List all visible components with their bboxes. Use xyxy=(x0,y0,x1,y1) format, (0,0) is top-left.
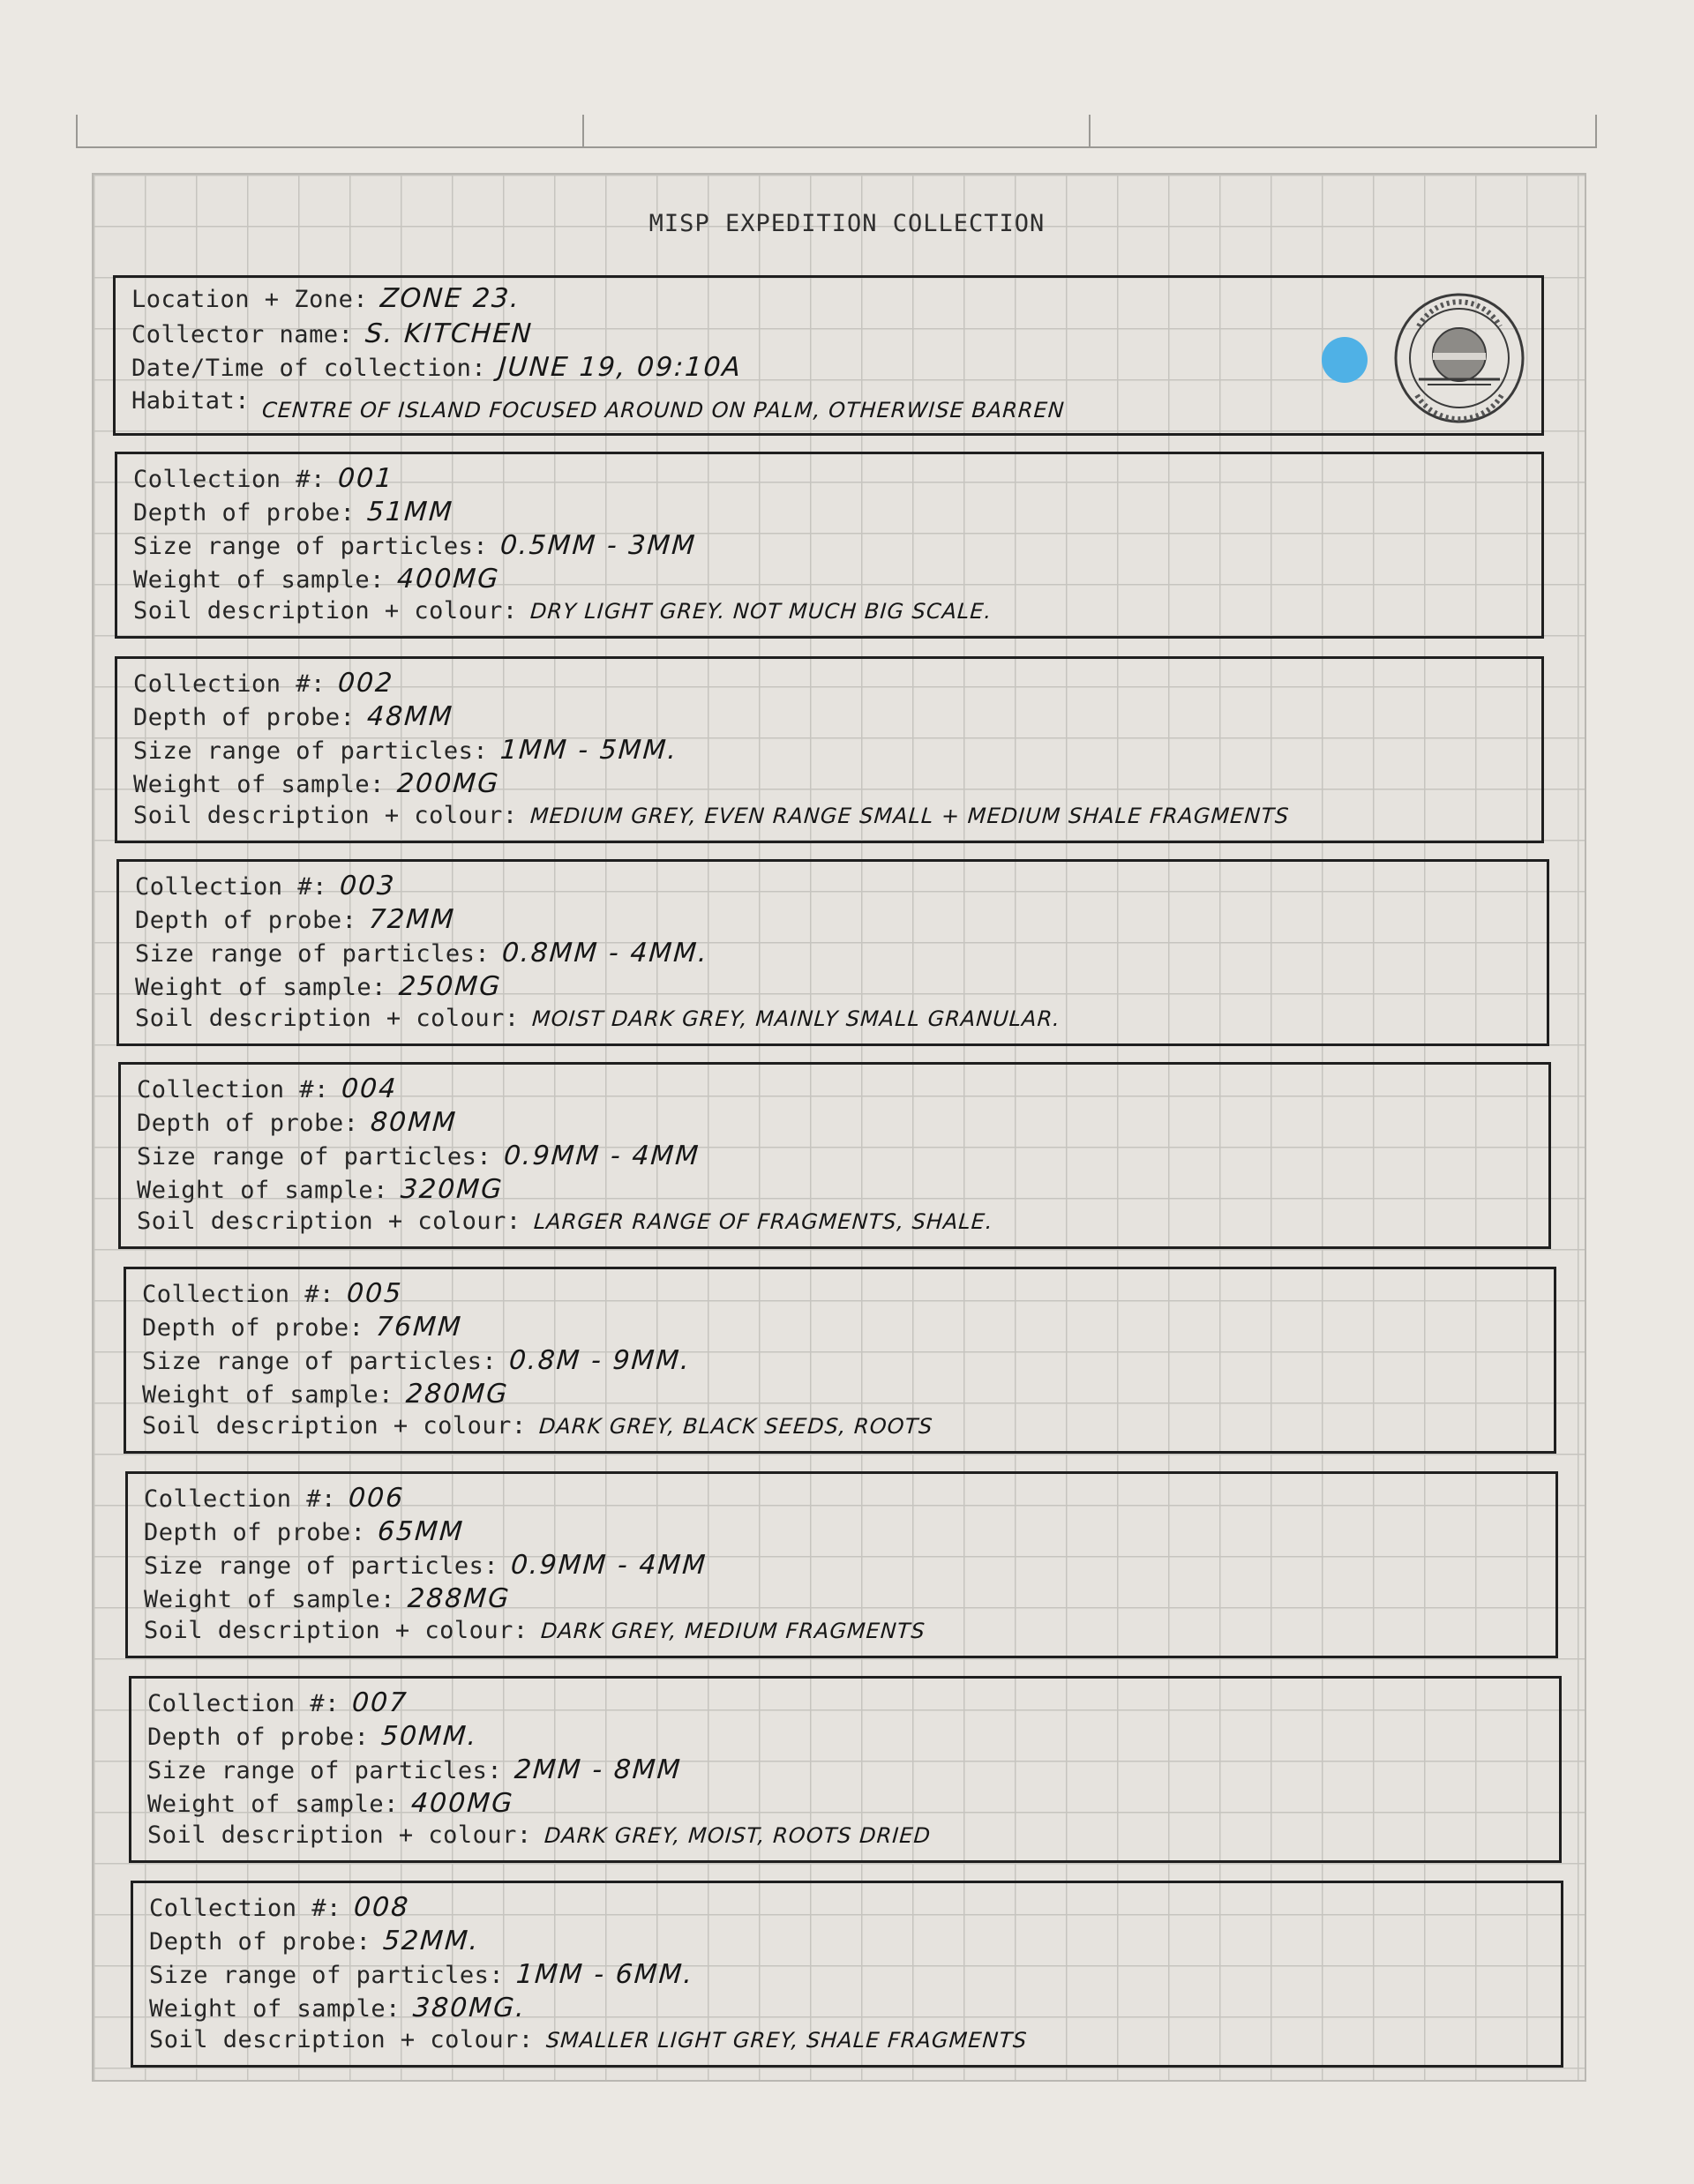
size-range-value: 0.9MM - 4MM xyxy=(502,1141,701,1171)
collection-number-row xyxy=(133,463,394,494)
soil-description-row xyxy=(142,1412,933,1440)
soil-description-value: DARK GREY, MOIST, ROOTS DRIED xyxy=(543,1823,932,1848)
size-range-label: Size range of particles: xyxy=(144,1552,499,1580)
weight-of-sample-label: Weight of sample: xyxy=(149,1995,401,2023)
collection-box xyxy=(129,1676,1562,1863)
size-range-value: 2MM - 8MM xyxy=(513,1754,683,1785)
depth-of-probe-value: 48MM xyxy=(366,701,455,732)
weight-of-sample-label: Weight of sample: xyxy=(133,566,385,594)
approval-seal-icon xyxy=(1392,291,1526,425)
size-range-value: 0.8M - 9MM. xyxy=(507,1345,693,1376)
soil-description-label: Soil description + colour: xyxy=(149,2026,534,2053)
soil-description-row xyxy=(149,2026,1027,2053)
depth-of-probe-label: Depth of probe: xyxy=(149,1928,371,1956)
weight-of-sample-label: Weight of sample: xyxy=(133,771,385,798)
location-value: ZONE 23. xyxy=(379,283,522,314)
location-label: Location + Zone: xyxy=(131,286,369,313)
soil-description-label: Soil description + colour: xyxy=(133,802,518,829)
depth-of-probe-row xyxy=(137,1107,457,1138)
size-range-value: 0.5MM - 3MM xyxy=(498,530,698,561)
depth-of-probe-value: 52MM. xyxy=(382,1926,482,1956)
depth-of-probe-row xyxy=(133,701,453,732)
habitat-value: CENTRE OF ISLAND FOCUSED AROUND ON PALM, OTHERWISE BARREN xyxy=(261,398,1066,423)
depth-of-probe-row xyxy=(149,1926,480,1956)
size-range-label: Size range of particles: xyxy=(133,533,489,560)
header-rule-divider xyxy=(1089,115,1091,146)
collection-number-value: 006 xyxy=(347,1483,406,1514)
soil-description-label: Soil description + colour: xyxy=(142,1412,527,1440)
size-range-value: 0.9MM - 4MM xyxy=(509,1550,708,1581)
weight-of-sample-row xyxy=(144,1583,510,1614)
collection-number-value: 004 xyxy=(340,1073,399,1104)
soil-description-row xyxy=(147,1821,931,1849)
datetime-value: JUNE 19, 09:10A xyxy=(497,352,744,383)
collection-number-value: 005 xyxy=(345,1278,404,1309)
size-range-label: Size range of particles: xyxy=(133,737,489,765)
collection-number-label: Collection #: xyxy=(144,1485,336,1513)
soil-description-row xyxy=(133,597,992,625)
header-rule xyxy=(76,115,1597,148)
collection-number-label: Collection #: xyxy=(133,466,326,493)
size-range-row xyxy=(149,1959,693,1990)
soil-description-label: Soil description + colour: xyxy=(147,1821,532,1849)
collection-number-row xyxy=(142,1278,402,1309)
depth-of-probe-row xyxy=(142,1312,462,1343)
page-title: MISP EXPEDITION COLLECTION xyxy=(648,210,1046,237)
collection-number-label: Collection #: xyxy=(137,1076,329,1103)
collection-box xyxy=(115,452,1544,639)
size-range-row xyxy=(133,735,678,766)
collection-box xyxy=(115,656,1544,843)
soil-description-label: Soil description + colour: xyxy=(144,1617,528,1644)
collection-number-label: Collection #: xyxy=(135,873,327,901)
weight-of-sample-label: Weight of sample: xyxy=(144,1586,395,1613)
weight-of-sample-label: Weight of sample: xyxy=(135,974,386,1001)
soil-description-value: DARK GREY, MEDIUM FRAGMENTS xyxy=(539,1619,926,1643)
collection-number-label: Collection #: xyxy=(147,1690,340,1717)
depth-of-probe-label: Depth of probe: xyxy=(135,907,357,934)
size-range-value: 0.8MM - 4MM. xyxy=(500,938,710,969)
soil-description-row xyxy=(135,1005,1061,1032)
collection-number-label: Collection #: xyxy=(149,1895,341,1922)
weight-of-sample-value: 400MG xyxy=(395,564,501,595)
soil-description-value: SMALLER LIGHT GREY, SHALE FRAGMENTS xyxy=(544,2028,1028,2053)
depth-of-probe-label: Depth of probe: xyxy=(147,1724,370,1751)
depth-of-probe-value: 80MM xyxy=(370,1107,459,1138)
weight-of-sample-value: 380MG. xyxy=(411,1993,528,2023)
collection-number-value: 008 xyxy=(352,1892,411,1923)
depth-of-probe-label: Depth of probe: xyxy=(137,1110,359,1137)
collector-label: Collector name: xyxy=(131,321,354,348)
weight-of-sample-value: 280MG xyxy=(404,1379,510,1410)
size-range-row xyxy=(142,1345,691,1376)
size-range-row xyxy=(144,1550,707,1581)
size-range-row xyxy=(135,938,708,969)
collector-row xyxy=(131,318,533,349)
soil-description-row xyxy=(144,1617,925,1644)
soil-description-value: MEDIUM GREY, EVEN RANGE SMALL + MEDIUM SHALE FRAGMENTS xyxy=(528,804,1290,828)
weight-of-sample-label: Weight of sample: xyxy=(137,1177,388,1204)
depth-of-probe-label: Depth of probe: xyxy=(142,1314,364,1342)
soil-description-row xyxy=(133,802,1289,829)
depth-of-probe-row xyxy=(144,1516,464,1547)
weight-of-sample-value: 320MG xyxy=(399,1174,505,1205)
weight-of-sample-value: 400MG xyxy=(409,1788,515,1819)
size-range-label: Size range of particles: xyxy=(142,1348,498,1375)
collection-number-row xyxy=(144,1483,404,1514)
depth-of-probe-label: Depth of probe: xyxy=(133,499,356,527)
weight-of-sample-value: 250MG xyxy=(397,971,503,1002)
size-range-label: Size range of particles: xyxy=(147,1757,503,1784)
depth-of-probe-value: 51MM xyxy=(366,497,455,527)
size-range-value: 1MM - 5MM. xyxy=(498,735,679,766)
collection-number-row xyxy=(149,1892,409,1923)
weight-of-sample-row xyxy=(133,564,499,595)
habitat-label: Habitat: xyxy=(131,387,251,415)
depth-of-probe-value: 50MM. xyxy=(380,1721,480,1752)
size-range-row xyxy=(147,1754,682,1785)
collection-box xyxy=(131,1881,1563,2068)
datetime-label: Date/Time of collection: xyxy=(131,355,487,382)
collection-number-row xyxy=(147,1687,408,1718)
collection-number-value: 002 xyxy=(336,668,395,699)
soil-description-value: MOIST DARK GREY, MAINLY SMALL GRANULAR. xyxy=(530,1006,1061,1031)
depth-of-probe-value: 76MM xyxy=(375,1312,464,1343)
collection-number-value: 003 xyxy=(338,871,397,901)
soil-description-value: DRY LIGHT GREY. NOT MUCH BIG SCALE. xyxy=(528,599,993,624)
size-range-label: Size range of particles: xyxy=(137,1143,492,1171)
header-rule-divider xyxy=(76,115,78,146)
weight-of-sample-row xyxy=(135,971,501,1002)
blue-dot-sticker xyxy=(1322,337,1368,383)
collection-number-label: Collection #: xyxy=(133,670,326,698)
depth-of-probe-row xyxy=(133,497,453,527)
weight-of-sample-label: Weight of sample: xyxy=(142,1381,394,1409)
depth-of-probe-row xyxy=(147,1721,478,1752)
depth-of-probe-label: Depth of probe: xyxy=(133,704,356,731)
collection-box xyxy=(116,859,1549,1046)
collection-number-label: Collection #: xyxy=(142,1281,334,1308)
size-range-label: Size range of particles: xyxy=(149,1962,505,1989)
weight-of-sample-row xyxy=(133,768,499,799)
depth-of-probe-label: Depth of probe: xyxy=(144,1519,366,1546)
soil-description-label: Soil description + colour: xyxy=(135,1005,520,1032)
depth-of-probe-value: 65MM xyxy=(377,1516,466,1547)
weight-of-sample-value: 288MG xyxy=(406,1583,512,1614)
datetime-row xyxy=(131,352,742,383)
collection-number-row xyxy=(133,668,394,699)
size-range-row xyxy=(137,1141,700,1171)
size-range-label: Size range of particles: xyxy=(135,940,491,968)
size-range-row xyxy=(133,530,696,561)
habitat-row xyxy=(131,387,1066,423)
soil-description-row xyxy=(137,1208,993,1235)
depth-of-probe-row xyxy=(135,904,455,935)
weight-of-sample-row xyxy=(137,1174,503,1205)
collection-number-value: 001 xyxy=(336,463,395,494)
weight-of-sample-row xyxy=(142,1379,508,1410)
header-rule-divider xyxy=(582,115,584,146)
collection-box xyxy=(124,1267,1556,1454)
collector-value: S. KITCHEN xyxy=(364,318,535,349)
collection-number-value: 007 xyxy=(350,1687,409,1718)
collection-box xyxy=(125,1471,1558,1658)
collection-box xyxy=(118,1062,1551,1249)
weight-of-sample-row xyxy=(149,1993,526,2023)
size-range-value: 1MM - 6MM. xyxy=(514,1959,695,1990)
weight-of-sample-value: 200MG xyxy=(395,768,501,799)
collection-number-row xyxy=(137,1073,397,1104)
header-rule-divider xyxy=(1595,115,1597,146)
soil-description-label: Soil description + colour: xyxy=(137,1208,521,1235)
depth-of-probe-value: 72MM xyxy=(368,904,457,935)
location-row xyxy=(131,283,521,314)
weight-of-sample-row xyxy=(147,1788,513,1819)
soil-description-label: Soil description + colour: xyxy=(133,597,518,625)
collection-number-row xyxy=(135,871,395,901)
soil-description-value: LARGER RANGE OF FRAGMENTS, SHALE. xyxy=(532,1209,994,1234)
weight-of-sample-label: Weight of sample: xyxy=(147,1791,399,1818)
soil-description-value: DARK GREY, BLACK SEEDS, ROOTS xyxy=(537,1414,934,1439)
